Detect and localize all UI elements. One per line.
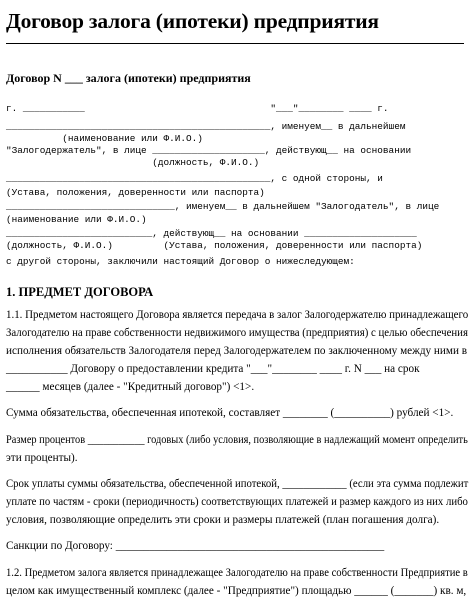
clause-line: ______ месяцев (далее - "Кредитный договор") <1>. xyxy=(6,381,255,393)
form-line: (должность, Ф.И.О.) xyxy=(6,157,260,168)
form-line: (наименование или Ф.И.О.) xyxy=(6,214,147,225)
contract-subtitle: Договор N ___ залога (ипотеки) предприятия xyxy=(6,71,251,85)
term-line: уплате по частям - сроки (периодичность) соответствующих платежей и размер каждого из них либо xyxy=(6,496,468,508)
clause-line: целом как имущественный комплекс (далее - "Предприятие") площадью ______ (_______) кв. м, xyxy=(6,585,467,597)
interest-line: эти проценты). xyxy=(6,452,78,464)
form-line: "Залогодержатель", в лице ____________________, действующ__ на основании xyxy=(6,145,412,156)
form-line: (наименование или Ф.И.О.) xyxy=(6,133,203,144)
title-divider xyxy=(6,43,464,44)
term-line: Срок уплаты суммы обязательства, обеспеченной ипотекой, ____________ (если эта сумма подлежит xyxy=(6,478,469,490)
form-line: ______________________________, именуем__ в дальнейшем "Залогодатель", в лице xyxy=(6,201,440,212)
term-line: условия, позволяющие определить эти сроки и размеры платежей (план погашения долга). xyxy=(6,514,440,526)
form-line: с другой стороны, заключили настоящий Договор о нижеследующем: xyxy=(6,256,355,267)
form-line: _______________________________________________, с одной стороны, и xyxy=(6,173,383,184)
section-heading: 1. ПРЕДМЕТ ДОГОВОРА xyxy=(6,285,154,299)
clause-line: исполнения обязательств Залогодателя перед Залогодержателем по заключенному между ними в xyxy=(6,345,468,357)
form-line: (должность, Ф.И.О.) (Устава, положения, доверенности или паспорта) xyxy=(6,240,423,251)
sanctions-line: Санкции по Договору: ________________________________________________ xyxy=(6,540,385,552)
form-line: г. ___________ "___"________ ____ г. xyxy=(6,103,389,114)
clause-line: 1.1. Предметом настоящего Договора является передача в залог Залогодержателю принадлежащего xyxy=(6,309,469,321)
form-line: __________________________, действующ__ на основании ____________________ xyxy=(6,228,417,239)
clause-line: 1.2. Предметом залога является принадлежащее Залогодателю на праве собственности Предприятие в xyxy=(6,567,468,579)
interest-line: Размер процентов ___________ годовых (либо условия, позволяющие в надлежащий момент определить xyxy=(6,434,468,446)
clause-line: ___________ Договору о предоставлении кредита "___"________ ____ г. N ___ на срок xyxy=(6,363,420,375)
amount-line: Сумма обязательства, обеспеченная ипотекой, составляет ________ (__________) рублей <1>. xyxy=(6,407,454,419)
form-line: (Устава, положения, доверенности или паспорта) xyxy=(6,187,265,198)
form-line: _______________________________________________, именуем__ в дальнейшем xyxy=(6,121,406,132)
clause-line: Залогодателю на праве собственности недвижимого имущества (предприятия) с целью обеспечения xyxy=(6,327,468,339)
document-title: Договор залога (ипотеки) предприятия xyxy=(6,9,379,33)
